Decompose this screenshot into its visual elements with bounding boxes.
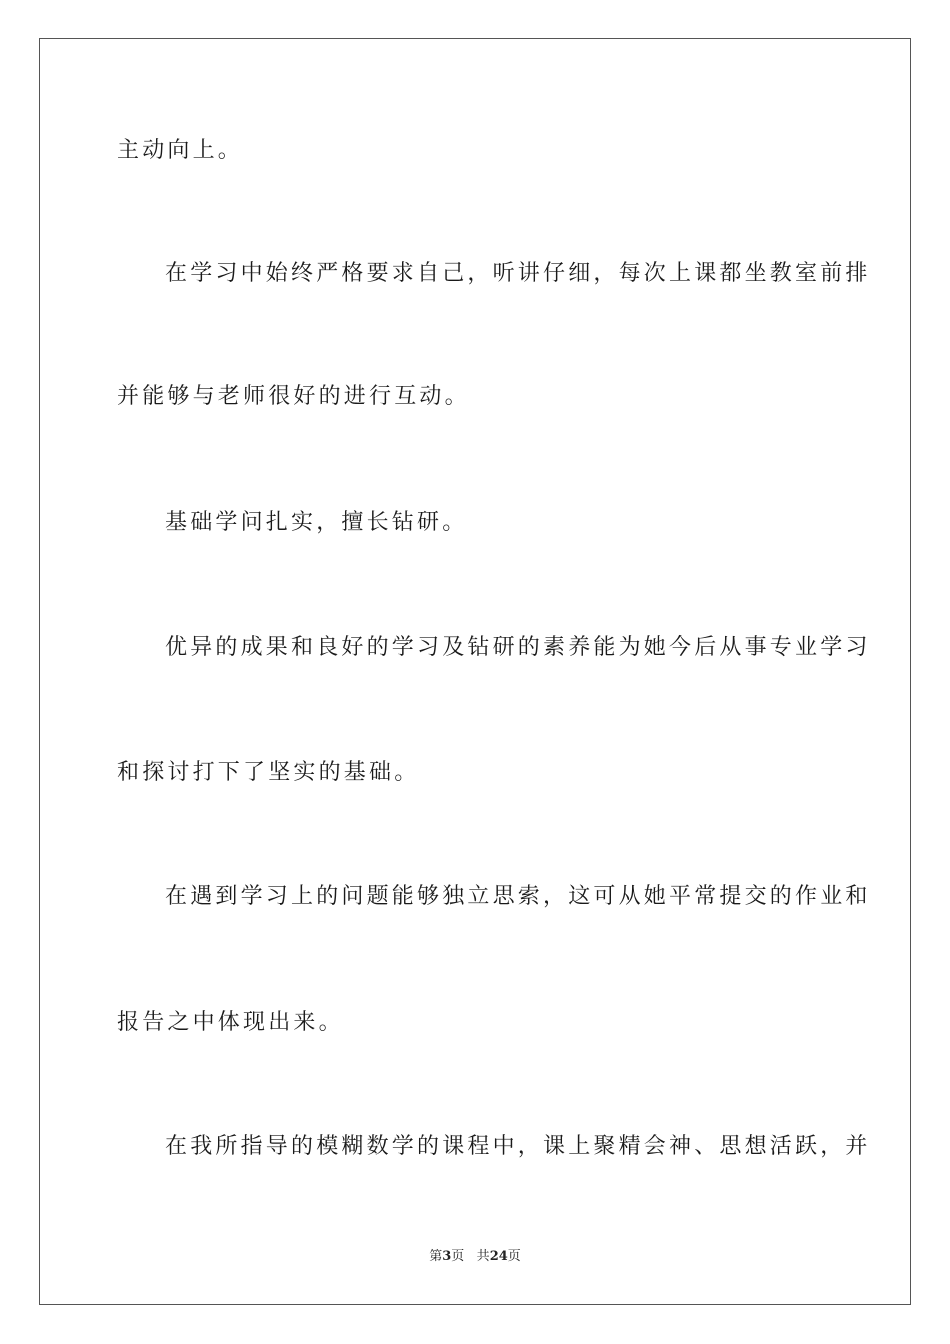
text-line-9: 在我所指导的模糊数学的课程中，课上聚精会神、思想活跃，并 xyxy=(165,1134,871,1159)
text-line-7: 在遇到学习上的问题能够独立思索，这可从她平常提交的作业和 xyxy=(165,884,871,909)
text-line-4: 基础学问扎实，擅长钻研。 xyxy=(165,510,468,535)
text-line-3: 并能够与老师很好的进行互动。 xyxy=(117,384,470,409)
total-label-prefix: 共 xyxy=(476,1249,490,1264)
page-label-suffix: 页 xyxy=(451,1249,465,1264)
page-number: 3 xyxy=(442,1249,452,1264)
page-footer xyxy=(0,1248,950,1266)
page-frame xyxy=(39,38,911,1305)
text-line-8: 报告之中体现出来。 xyxy=(117,1010,344,1035)
total-label-suffix: 页 xyxy=(507,1249,521,1264)
text-line-1: 主动向上。 xyxy=(117,138,244,163)
page-label-prefix: 第 xyxy=(429,1249,443,1264)
text-line-5: 优异的成果和良好的学习及钻研的素养能为她今后从事专业学习 xyxy=(165,635,871,660)
text-line-2: 在学习中始终严格要求自己，听讲仔细，每次上课都坐教室前排 xyxy=(165,261,871,286)
total-pages: 24 xyxy=(489,1249,508,1264)
text-line-6: 和探讨打下了坚实的基础。 xyxy=(117,760,420,785)
